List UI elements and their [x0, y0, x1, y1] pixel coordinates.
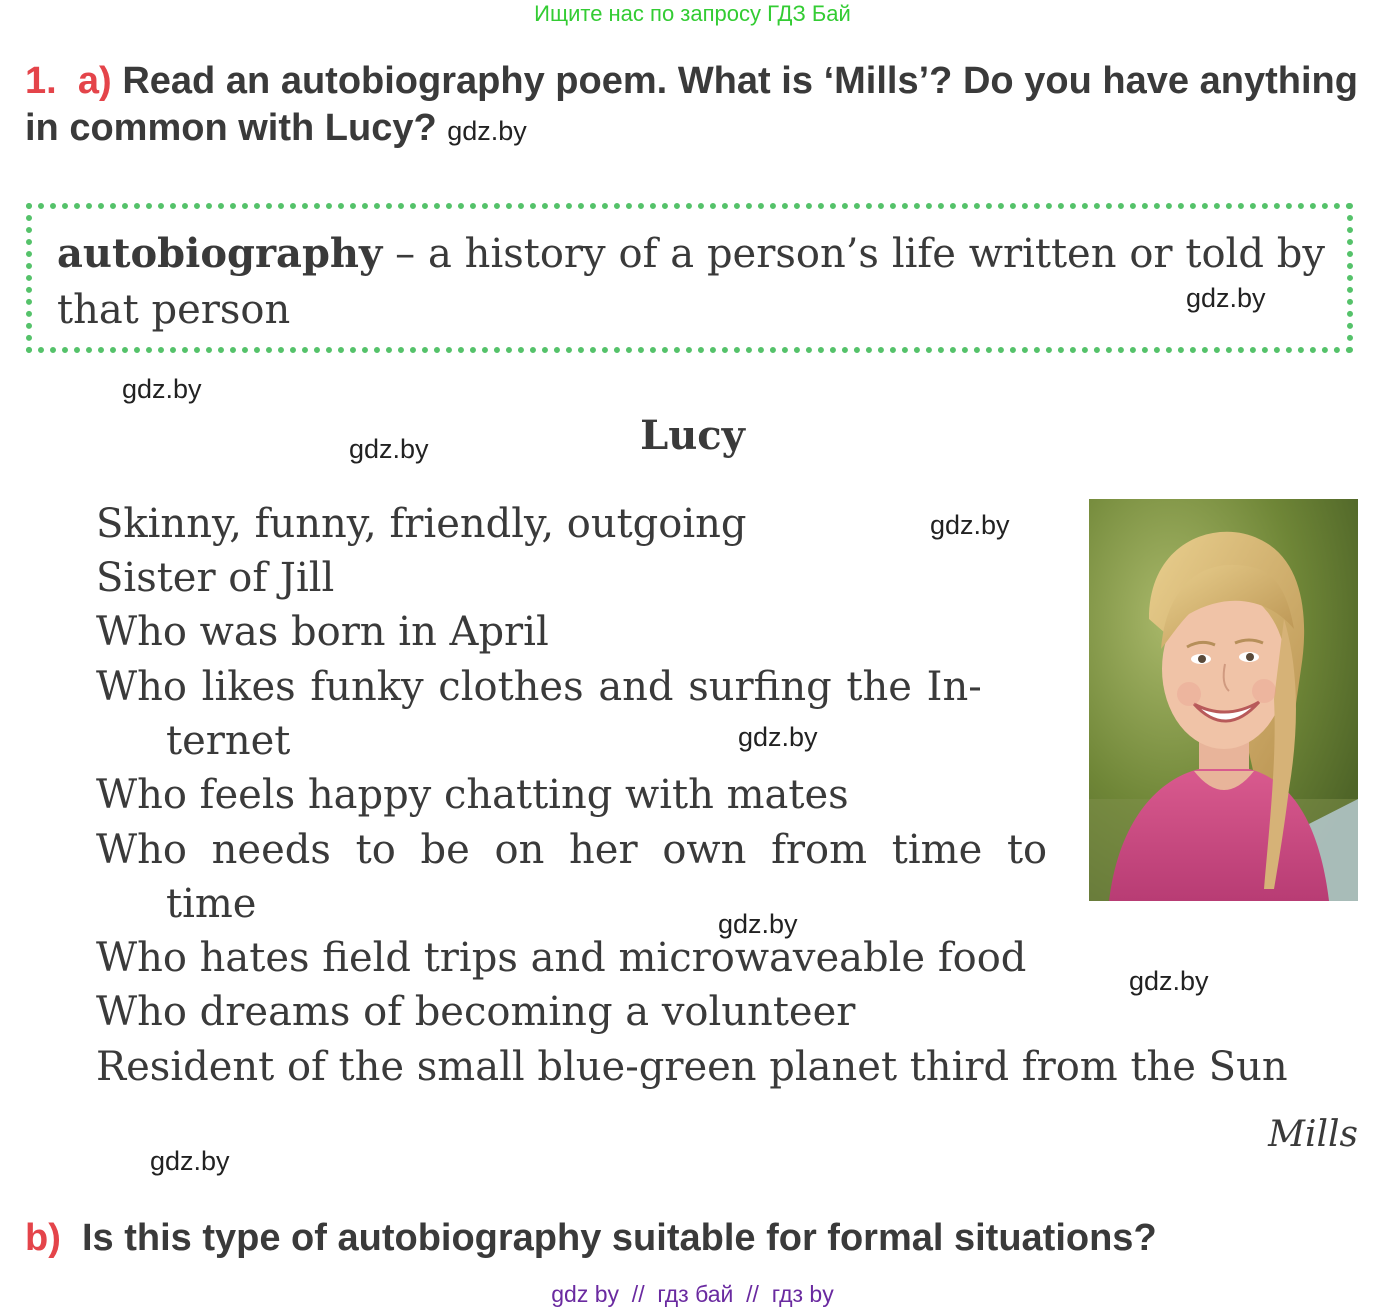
footer-watermark: gdz by // гдз бай // гдз by — [551, 1281, 834, 1307]
poem-line: Resident of the small blue-green planet third from the Sun — [96, 1044, 1288, 1090]
poem-line: Who dreams of becoming a volunteer — [96, 989, 856, 1035]
watermark: gdz.by — [447, 116, 527, 146]
definition-body: – a history of a person’s life written or told by that person — [57, 231, 1325, 333]
poem-line: Who needs to be on her own from time to — [96, 827, 1048, 873]
poem-line: Who hates field trips and microwaveable food — [96, 935, 1027, 981]
task-number: 1. — [25, 60, 57, 102]
definition-text — [57, 226, 1325, 338]
poem-line: time — [166, 881, 257, 927]
poem-line: Who feels happy chatting with mates — [96, 772, 849, 818]
task-b-text: Is this type of autobiography suitable for formal situations? — [82, 1217, 1157, 1259]
watermark: gdz.by — [1129, 966, 1209, 996]
top-banner: Ищите нас по запросу ГДЗ Бай — [534, 1, 851, 26]
poem-line: Sister of Jill — [96, 555, 335, 601]
task-b-heading — [25, 1214, 1365, 1262]
watermark: gdz.by — [349, 434, 429, 464]
task-b-letter: b) — [25, 1217, 61, 1259]
watermark: gdz.by — [738, 722, 818, 752]
poem-line: ternet — [166, 718, 291, 764]
poem-title: Lucy — [640, 412, 745, 459]
definition-term: autobiography — [57, 230, 383, 277]
watermark: gdz.by — [930, 510, 1010, 540]
lucy-photo — [1089, 499, 1358, 901]
poem-line: Who was born in April — [96, 609, 549, 655]
task-a-heading — [25, 58, 1358, 155]
poem-author: Mills — [1268, 1114, 1358, 1155]
watermark: gdz.by — [718, 909, 798, 939]
poem-line: Who likes funky clothes and surfing the In- — [96, 664, 982, 710]
task-a-text: Read an autobiography poem. What is ‘Mills’? Do you have anything in common with Lucy? — [25, 60, 1358, 149]
watermark: gdz.by — [122, 374, 202, 404]
watermark: gdz.by — [1186, 283, 1266, 313]
watermark: gdz.by — [150, 1146, 230, 1176]
task-a-letter: a) — [77, 60, 112, 102]
poem-line: Skinny, funny, friendly, outgoing — [96, 501, 747, 547]
